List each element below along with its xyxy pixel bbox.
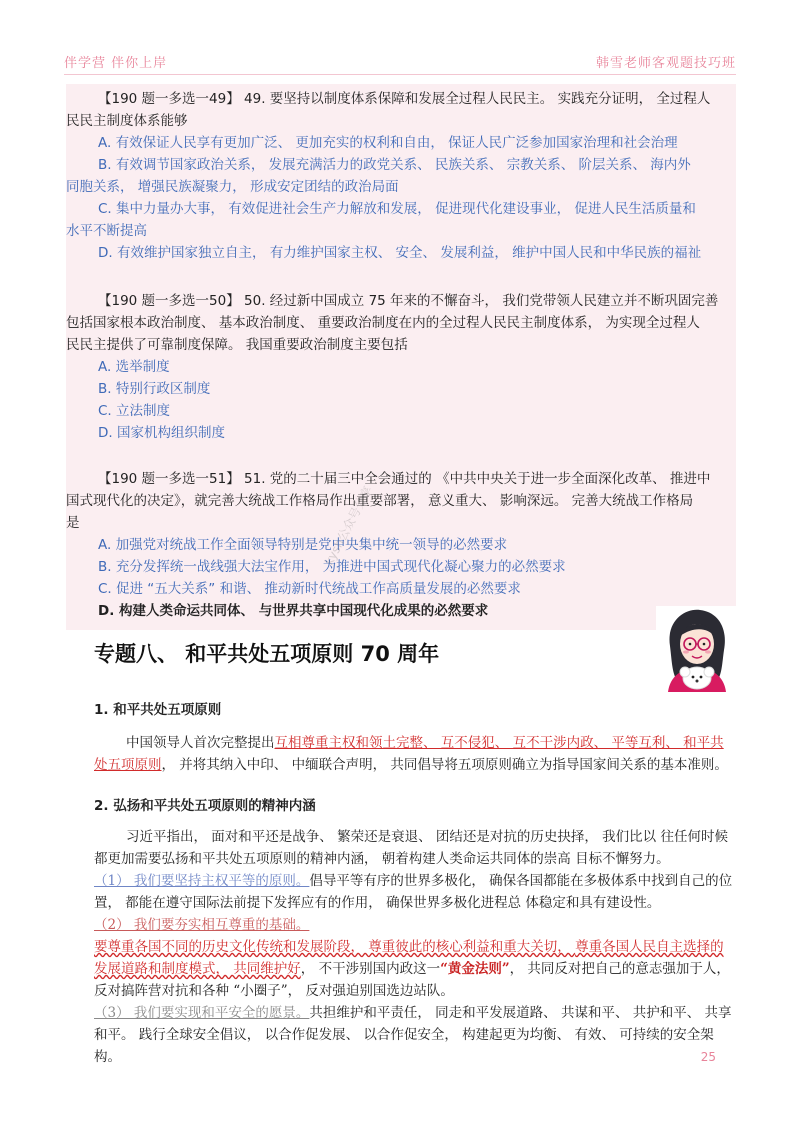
q49-option-c-line2: 水平不断提高 <box>66 223 147 239</box>
question-50 <box>66 290 736 444</box>
q49-option-d: D. 有效维护国家独立自主， 有力维护国家主权、 安全、 发展利益， 维护中国人民和中华民族的福祉 <box>98 245 702 261</box>
section1-text-post: ， 并将其纳入中印、 中缅联合声明， 共同倡导将五项原则确立为指导国家间关系的基本准则。 <box>161 757 728 773</box>
q51-stem-line2: 国式现代化的决定》，就完善大统战工作格局作出重要部署， 意义重大、 影响深远。 完善大统战工作格局 <box>66 493 694 509</box>
section1-text-pre: 中国领导人首次完整提出 <box>126 735 275 751</box>
point3-body: 共担维护和平责任， 同走和平发展道路、 共谋和平、 共护和平、 共享和平。 践行全球安全倡议， 以合作促发展、 以合作促安全， 构建起更为均衡、 有效、 可持续的安全架构。 <box>94 1005 732 1065</box>
point1-title: （1） 我们要坚持主权平等的原则。 <box>94 873 310 889</box>
q51-option-a: A. 加强党对统战工作全面领导特别是党中央集中统一领导的必然要求 <box>98 537 508 553</box>
point2-mid: ， 不干涉别国内政这一 <box>300 961 441 977</box>
q51-stem-line1: 【190 题一多选一51】 51. 党的二十届三中全会通过的 《中共中央关于进一步全面深化改革、 推进中 <box>98 471 711 487</box>
section2-body <box>94 826 734 1068</box>
point1-body: 倡导平等有序的世界多极化， 确保各国都能在多极体系中找到自己的位置， 都能在遵守国际法前提下发挥应有的作用， 确保世界多极化进程总 体稳定和具有建设性。 <box>94 873 733 911</box>
q50-stem-line3: 民民主提供了可靠制度保障。 我国重要政治制度主要包括 <box>66 337 408 353</box>
question-49 <box>66 88 736 264</box>
q50-option-b: B. 特别行政区制度 <box>98 381 211 397</box>
q50-stem-line1: 【190 题一多选一50】 50. 经过新中国成立 75 年来的不懈奋斗， 我们党带领人民建立并不断巩固完善 <box>98 293 719 309</box>
q50-option-c: C. 立法制度 <box>98 403 171 419</box>
q50-option-a: A. 选举制度 <box>98 359 170 375</box>
topic-title: 专题八、 和平共处五项原则 70 周年 <box>94 642 440 666</box>
point2-rest: ， 共同反对把自己的意志强加于人， 反对搞阵营对抗和各种 “小圈子”， 反对强迫别国选边站队。 <box>94 961 730 999</box>
five-principles-highlight: 互相尊重主权和领土完整、 互不侵犯、 互不干涉内政、 平等互利、 和平共处五项原则 <box>94 735 724 773</box>
point2-red-part2: 尊重各国人民自主选择的发展道路和制度模式， 共同维护好 <box>94 939 724 977</box>
q50-stem-line2: 包括国家根本政治制度、 基本政治制度、 重要政治制度在内的全过程人民民主制度体系， 为实现全过程人 <box>66 315 700 331</box>
q50-option-d: D. 国家机构组织制度 <box>98 425 225 441</box>
q49-option-b-line2: 同胞关系， 增强民族凝聚力， 形成安定团结的政治局面 <box>66 179 399 195</box>
question-51 <box>66 468 736 622</box>
point2-red-part1: 要尊重各国不同的历史文化传统和发展阶段， 尊重彼此的核心利益和重大关切， <box>94 939 576 955</box>
point2-title: （2） 我们要夯实相互尊重的基础。 <box>94 917 310 933</box>
section1-heading: 1. 和平共处五项原则 <box>94 702 222 718</box>
q49-option-a: A. 有效保证人民享有更加广泛、 更加充实的权利和自由， 保证人民广泛参加国家治理和社会治理 <box>98 135 678 151</box>
golden-rule-highlight: “黄金法则” <box>440 961 510 977</box>
q51-option-d: D. 构建人类命运共同体、 与世界共享中国现代化成果的必然要求 <box>98 603 489 619</box>
q49-option-c-line1: C. 集中力量办大事， 有效促进社会生产力解放和发展， 促进现代化建设事业， 促进人民生活质量和 <box>98 201 696 217</box>
section1-paragraph <box>94 732 734 776</box>
header-divider <box>64 74 736 75</box>
q51-option-c: C. 促进 “五大关系” 和谐、 推动新时代统战工作高质量发展的必然要求 <box>98 581 521 597</box>
teacher-avatar-illustration <box>656 606 738 692</box>
q51-option-b: B. 充分发挥统一战线强大法宝作用， 为推进中国式现代化凝心聚力的必然要求 <box>98 559 566 575</box>
q51-stem-line3: 是 <box>66 515 80 531</box>
q49-stem-line2: 民民主制度体系能够 <box>66 113 188 129</box>
q49-option-b-line1: B. 有效调节国家政治关系， 发展充满活力的政党关系、 民族关系、 宗教关系、 阶层关系、 海内外 <box>98 157 691 173</box>
header-left-slogan: 伴学营 伴你上岸 <box>64 56 168 71</box>
watermark: kysh公众号分享 <box>321 483 376 568</box>
header-right-course: 韩雪老师客观题技巧班 <box>595 56 736 71</box>
point3-title: （3） 我们要实现和平安全的愿景。 <box>94 1005 310 1021</box>
section2-intro: 习近平指出， 面对和平还是战争、 繁荣还是衰退、 团结还是对抗的历史抉择， 我们比以 往任何时候都更加需要弘扬和平共处五项原则的精神内涵， 朝着构建人类命运共同体的崇高 目标不懈努力。 <box>94 829 728 867</box>
q49-stem-line1: 【190 题一多选一49】 49. 要坚持以制度体系保障和发展全过程人民民主。 实践充分证明， 全过程人 <box>98 91 711 107</box>
section2-heading: 2. 弘扬和平共处五项原则的精神内涵 <box>94 798 316 814</box>
page-number: 25 <box>700 1050 716 1064</box>
